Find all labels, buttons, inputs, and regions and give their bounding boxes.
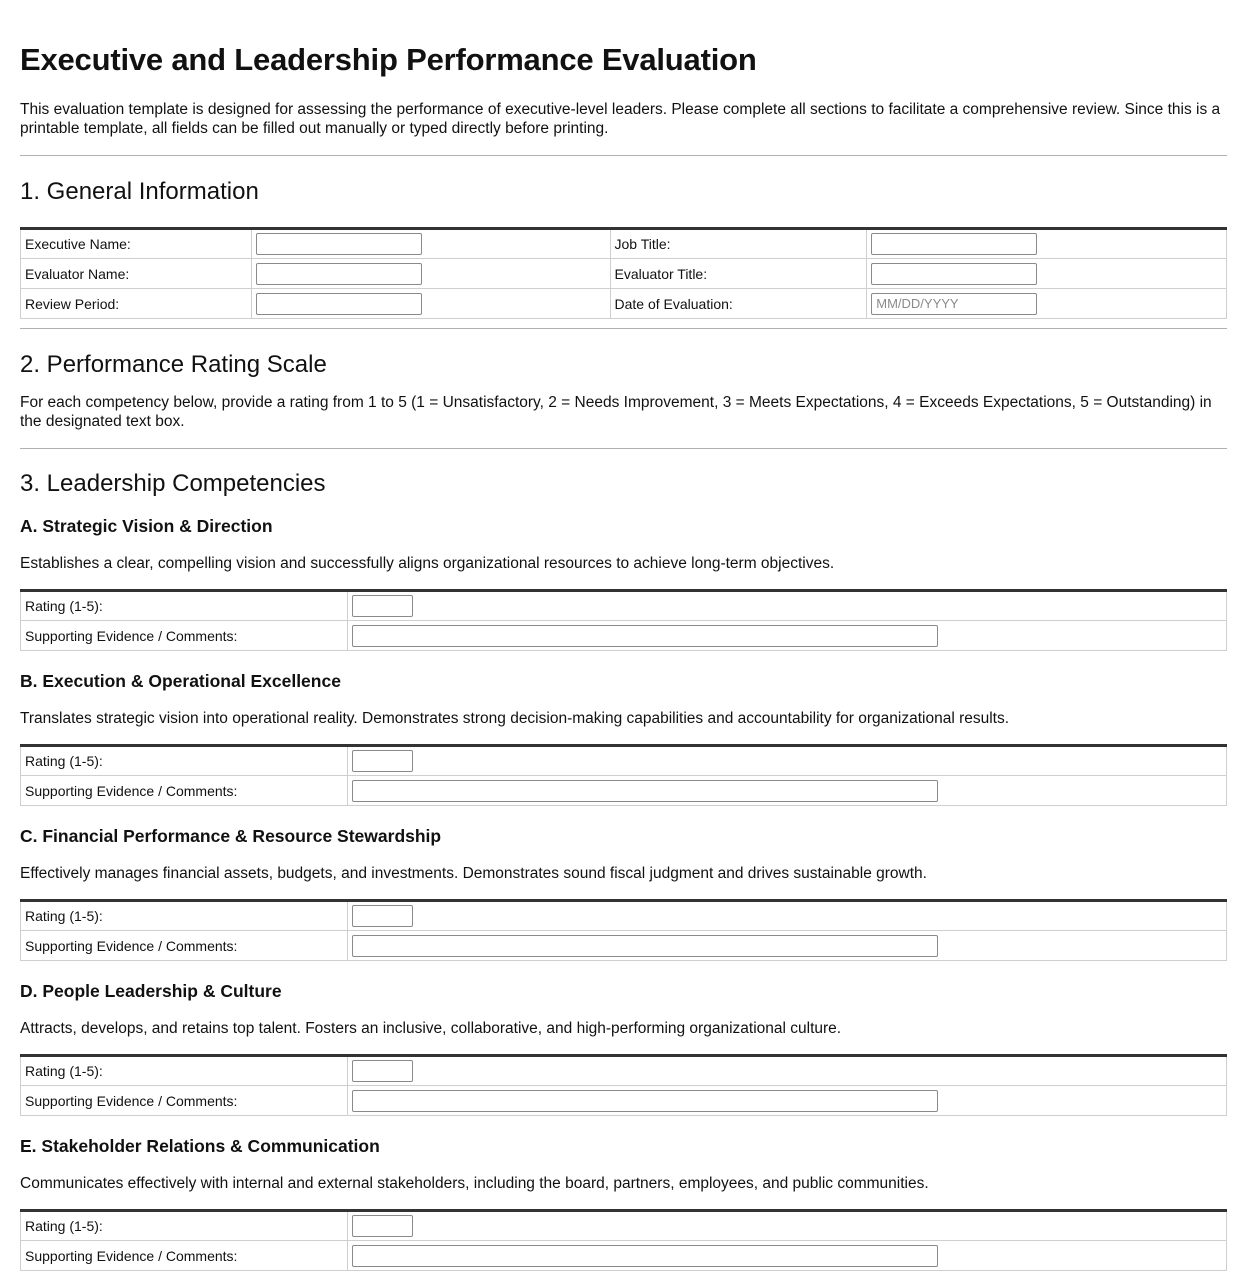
rating-scale-text: For each competency below, provide a rating from 1 to 5 (1 = Unsatisfactory, 2 = Needs Improvement, 3 = Meets Expectations, 4 = Exceeds Expectations, 5 = Outstanding) in the designated text box.: [20, 394, 1212, 430]
comments-label: Supporting Evidence / Comments:: [21, 621, 348, 651]
rating-cell: [347, 591, 1226, 621]
divider: [20, 448, 1227, 449]
date-of-evaluation-cell: [867, 289, 1227, 319]
divider: [20, 328, 1227, 329]
rating-label: Rating (1-5):: [21, 1211, 348, 1241]
evaluator-title-cell: [867, 259, 1227, 289]
comments-cell: [347, 776, 1226, 806]
table-row: [21, 229, 1227, 259]
table-row: [21, 1211, 1227, 1241]
evaluator-name-label: Evaluator Name:: [21, 259, 252, 289]
executive-name-cell: [251, 229, 610, 259]
competency-title: A. Strategic Vision & Direction: [20, 516, 273, 536]
competency-title: C. Financial Performance & Resource Stewardship: [20, 826, 442, 846]
comments-field[interactable]: [352, 780, 938, 802]
rating-cell: [347, 1056, 1226, 1086]
review-period-cell: [251, 289, 610, 319]
table-row: [21, 746, 1227, 776]
competency-table: [20, 899, 1227, 961]
job-title-label: Job Title:: [610, 229, 867, 259]
competency-table: [20, 1209, 1227, 1271]
date-of-evaluation-label: Date of Evaluation:: [610, 289, 867, 319]
page-title: Executive and Leadership Performance Evaluation: [20, 42, 757, 77]
competency-description: Effectively manages financial assets, budgets, and investments. Demonstrates sound fiscal judgment and drives sustainable growth.: [20, 865, 927, 882]
competency-description: Attracts, develops, and retains top talent. Fosters an inclusive, collaborative, and high-performing organizational culture.: [20, 1020, 842, 1037]
table-row: [21, 901, 1227, 931]
comments-label: Supporting Evidence / Comments:: [21, 1241, 348, 1271]
competency-table: [20, 744, 1227, 806]
comments-cell: [347, 621, 1226, 651]
rating-field[interactable]: [352, 1215, 413, 1237]
rating-label: Rating (1-5):: [21, 901, 348, 931]
competency-description: Establishes a clear, compelling vision and successfully aligns organizational resources to achieve long-term objectives.: [20, 555, 835, 572]
comments-cell: [347, 1086, 1226, 1116]
comments-label: Supporting Evidence / Comments:: [21, 776, 348, 806]
comments-label: Supporting Evidence / Comments:: [21, 1086, 348, 1116]
comments-label: Supporting Evidence / Comments:: [21, 931, 348, 961]
table-row: [21, 259, 1227, 289]
job-title-cell: [867, 229, 1227, 259]
job-title-field[interactable]: [871, 233, 1037, 255]
review-period-field[interactable]: [256, 293, 422, 315]
comments-field[interactable]: [352, 625, 938, 647]
rating-label: Rating (1-5):: [21, 1056, 348, 1086]
comments-field[interactable]: [352, 1245, 938, 1267]
rating-cell: [347, 746, 1226, 776]
intro-text: This evaluation template is designed for assessing the performance of executive-level leaders. Please complete all sections to facilitate a comprehensive review. Since this is a printable template, all fields can be filled out manually or typed directly before printing.: [20, 101, 1221, 137]
rating-label: Rating (1-5):: [21, 746, 348, 776]
rating-cell: [347, 1211, 1226, 1241]
review-period-label: Review Period:: [21, 289, 252, 319]
divider: [20, 155, 1227, 156]
competency-description: Communicates effectively with internal and external stakeholders, including the board, partners, employees, and public communities.: [20, 1175, 929, 1192]
general-info-table: [20, 227, 1227, 319]
section-heading-competencies: 3. Leadership Competencies: [20, 470, 326, 497]
rating-label: Rating (1-5):: [21, 591, 348, 621]
comments-field[interactable]: [352, 1090, 938, 1112]
competency-title: D. People Leadership & Culture: [20, 981, 282, 1001]
table-row: [21, 776, 1227, 806]
rating-field[interactable]: [352, 595, 413, 617]
evaluator-name-cell: [251, 259, 610, 289]
table-row: [21, 621, 1227, 651]
rating-field[interactable]: [352, 905, 413, 927]
table-row: [21, 1086, 1227, 1116]
comments-cell: [347, 931, 1226, 961]
date-of-evaluation-field[interactable]: [871, 293, 1037, 315]
rating-cell: [347, 901, 1226, 931]
table-row: [21, 591, 1227, 621]
section-heading-general: 1. General Information: [20, 178, 259, 205]
competency-description: Translates strategic vision into operational reality. Demonstrates strong decision-making capabilities and accountability for organizational results.: [20, 710, 1010, 727]
rating-field[interactable]: [352, 1060, 413, 1082]
competency-table: [20, 589, 1227, 651]
evaluator-title-label: Evaluator Title:: [610, 259, 867, 289]
section-heading-rating-scale: 2. Performance Rating Scale: [20, 351, 327, 378]
table-row: [21, 1241, 1227, 1271]
competency-table: [20, 1054, 1227, 1116]
table-row: [21, 1056, 1227, 1086]
rating-field[interactable]: [352, 750, 413, 772]
table-row: [21, 289, 1227, 319]
executive-name-field[interactable]: [256, 233, 422, 255]
evaluator-title-field[interactable]: [871, 263, 1037, 285]
comments-field[interactable]: [352, 935, 938, 957]
executive-name-label: Executive Name:: [21, 229, 252, 259]
evaluator-name-field[interactable]: [256, 263, 422, 285]
table-row: [21, 931, 1227, 961]
competency-title: B. Execution & Operational Excellence: [20, 671, 341, 691]
competency-title: E. Stakeholder Relations & Communication: [20, 1136, 380, 1156]
comments-cell: [347, 1241, 1226, 1271]
